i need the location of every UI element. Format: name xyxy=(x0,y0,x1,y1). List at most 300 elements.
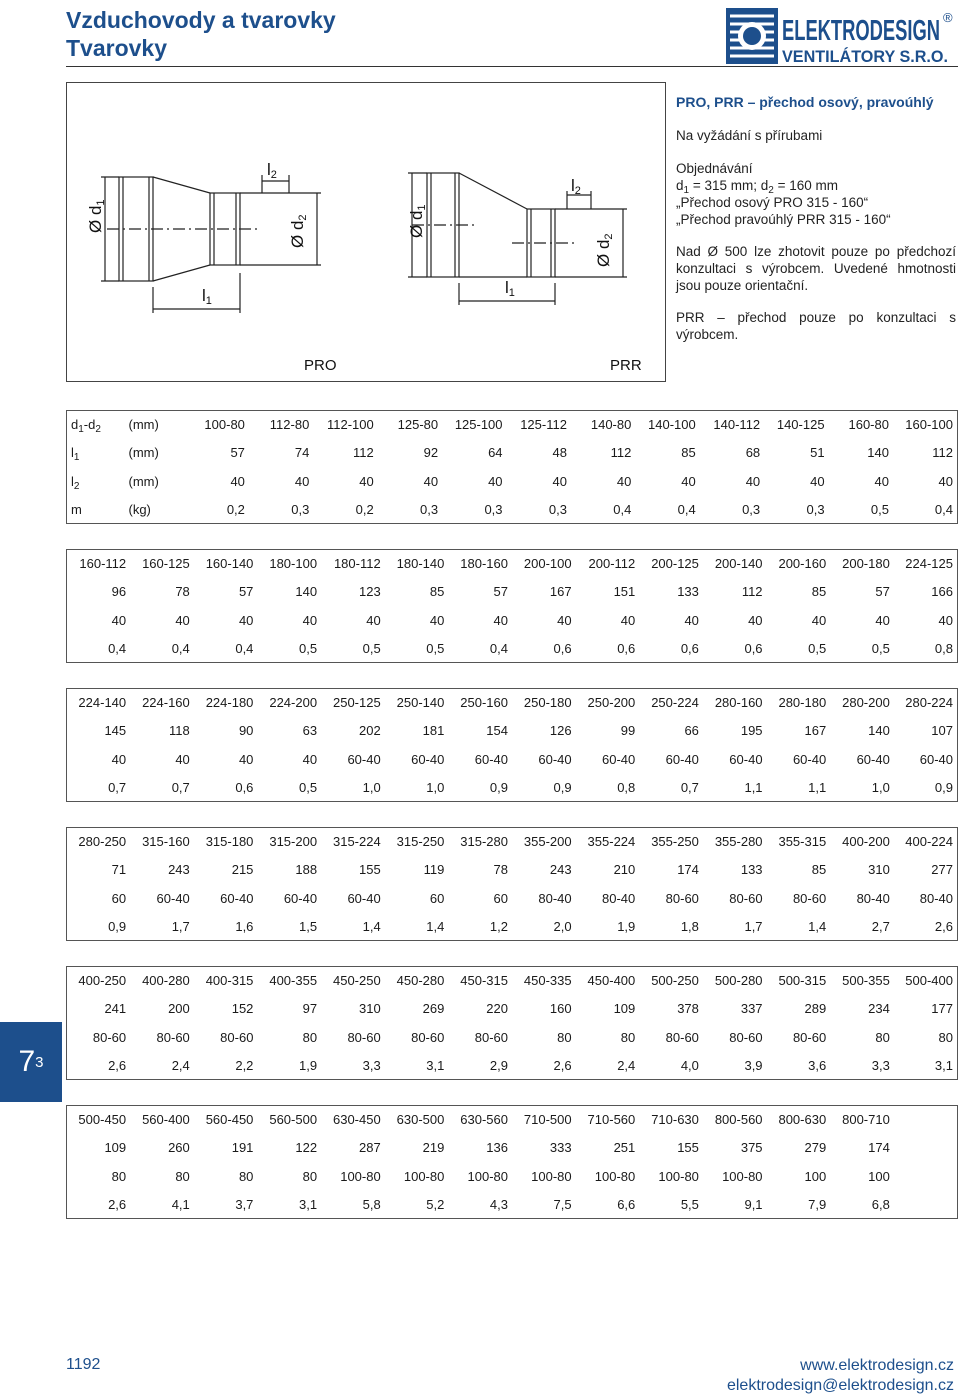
table-cell: 315-160 xyxy=(142,834,190,850)
table-cell: 234 xyxy=(868,1001,890,1017)
table-cell: 5,5 xyxy=(680,1196,699,1212)
table-cell: 112 xyxy=(932,445,953,461)
table-cell: 250-125 xyxy=(332,695,381,711)
table-cell: 4,3 xyxy=(489,1196,508,1212)
table-cell: 0,7 xyxy=(680,779,699,795)
table-cell: 140 xyxy=(868,723,890,739)
table-cell: 0,6 xyxy=(553,640,572,656)
table-cell: 9,1 xyxy=(744,1196,763,1212)
prr-drawing xyxy=(408,173,627,305)
table-cell: 280-250 xyxy=(78,834,127,850)
table-cell: 100-80 xyxy=(403,1168,445,1184)
table-cell: 80-40 xyxy=(538,890,572,906)
page-title xyxy=(66,6,336,62)
table-cell: 200-140 xyxy=(714,556,763,572)
table-cell: 224-125 xyxy=(905,556,953,572)
table-cell: 100-80 xyxy=(658,1168,699,1184)
table-cell: 191 xyxy=(231,1140,254,1156)
table-cell: 40 xyxy=(620,612,636,628)
table-cell xyxy=(894,1106,958,1134)
table-cell: 400-315 xyxy=(205,973,254,989)
table-row xyxy=(67,884,958,912)
table-cell: 3,6 xyxy=(808,1057,827,1073)
table-cell: 126 xyxy=(549,723,572,739)
table-cell: 80 xyxy=(938,1029,953,1045)
table-cell: 375 xyxy=(740,1140,763,1156)
website-link[interactable]: www.elektrodesign.cz xyxy=(800,1357,954,1374)
prr-d1-label: Ø d1 xyxy=(407,204,428,238)
table-cell: 40 xyxy=(748,612,763,628)
table-cell: 100-80 xyxy=(204,417,245,433)
table-cell: 60-40 xyxy=(729,751,763,767)
table-cell: 0,4 xyxy=(108,640,127,656)
table-cell: 100-80 xyxy=(467,1168,508,1184)
table-cell: 40 xyxy=(230,473,245,489)
table-cell: 80-60 xyxy=(347,1029,381,1045)
table-cell: 3,1 xyxy=(298,1196,318,1212)
footer-contacts xyxy=(727,1356,954,1396)
table-cell: 500-450 xyxy=(78,1112,127,1128)
table-cell: 109 xyxy=(104,1140,127,1156)
table-cell: 224-180 xyxy=(205,695,254,711)
table-cell: 378 xyxy=(677,1001,699,1017)
table-cell: 710-500 xyxy=(523,1112,572,1128)
table-row xyxy=(67,495,958,523)
table-cell: 355-280 xyxy=(714,834,763,850)
table-cell: 241 xyxy=(104,1001,127,1017)
table-cell: 64 xyxy=(488,445,503,461)
table-cell: 0,4 xyxy=(235,640,254,656)
elektrodesign-logo xyxy=(726,4,956,66)
table-row xyxy=(67,606,958,634)
table-cell: 250-200 xyxy=(587,695,636,711)
table-row xyxy=(67,967,958,995)
table-cell: 215 xyxy=(231,862,254,878)
table-cell: 160-80 xyxy=(848,417,889,433)
table-cell: 243 xyxy=(168,862,190,878)
table-cell: 710-560 xyxy=(587,1112,636,1128)
row-unit: (kg) xyxy=(128,501,151,517)
table-cell: 0,4 xyxy=(934,501,953,517)
table-cell: 0,9 xyxy=(108,918,127,934)
order-block xyxy=(676,160,956,228)
table-cell: 5,2 xyxy=(426,1196,445,1212)
logo-sub-text: VENTILÁTORY S.R.O. xyxy=(782,47,948,66)
table-cell: 71 xyxy=(111,862,127,878)
table-cell: 80-60 xyxy=(792,1029,827,1045)
table-cell: 200-160 xyxy=(778,556,827,572)
dimensions-table-2 xyxy=(66,549,958,663)
table-cell: 0,3 xyxy=(806,501,825,517)
table-cell: 40 xyxy=(423,473,439,489)
table-cell: 243 xyxy=(549,862,572,878)
table-cell: 66 xyxy=(684,723,699,739)
pro-caption: PRO xyxy=(304,357,337,374)
table-cell: 0,2 xyxy=(226,501,245,517)
table-cell: 160 xyxy=(549,1001,572,1017)
table-cell: 92 xyxy=(423,445,439,461)
table-cell: 0,3 xyxy=(484,501,503,517)
table-cell: 100 xyxy=(804,1168,827,1184)
table-cell: 80 xyxy=(302,1029,318,1045)
table-cell: 0,5 xyxy=(362,640,381,656)
row-label: $d_1-d_2$ xyxy=(71,417,101,436)
table-cell: 0,5 xyxy=(808,640,827,656)
table-row xyxy=(67,1162,958,1190)
table-cell: 280-180 xyxy=(778,695,827,711)
email-link[interactable]: elektrodesign@elektrodesign.cz xyxy=(726,1377,954,1394)
table-cell: 269 xyxy=(422,1001,445,1017)
table-cell: 80-60 xyxy=(665,1029,699,1045)
table-cell: 68 xyxy=(745,445,761,461)
table-cell: 560-500 xyxy=(269,1112,318,1128)
table-cell: 177 xyxy=(931,1001,953,1017)
table-cell: 123 xyxy=(359,584,381,600)
table-cell: 48 xyxy=(552,445,567,461)
table-row xyxy=(67,773,958,801)
table-cell: 1,0 xyxy=(426,779,445,795)
table-cell: 40 xyxy=(366,612,381,628)
table-cell: 5,8 xyxy=(362,1196,381,1212)
table-cell: 0,8 xyxy=(617,779,636,795)
table-cell: 0,8 xyxy=(934,640,953,656)
table-cell: 40 xyxy=(552,473,567,489)
table-cell: 188 xyxy=(295,862,318,878)
table-cell: 0,5 xyxy=(870,501,889,517)
table-cell: 250-140 xyxy=(396,695,445,711)
table-cell: 251 xyxy=(613,1140,636,1156)
table-cell: 1,9 xyxy=(298,1057,318,1073)
table-cell: 200-100 xyxy=(523,556,572,572)
table-row xyxy=(67,1051,958,1079)
table-cell: 136 xyxy=(486,1140,508,1156)
table-cell: 800-710 xyxy=(842,1112,890,1128)
table-cell: 224-200 xyxy=(269,695,318,711)
table-cell: 1,0 xyxy=(362,779,381,795)
table-cell: 112 xyxy=(741,584,763,600)
table-cell: 310 xyxy=(359,1001,381,1017)
table-cell: 57 xyxy=(230,445,245,461)
pro-l1-label: l1 xyxy=(202,286,212,307)
logo-main-text: ELEKTRODESIGN xyxy=(782,15,940,47)
title-line-1: Vzduchovody a tvarovky xyxy=(66,7,336,33)
pro-l2-label: l2 xyxy=(267,160,277,181)
table-cell: 57 xyxy=(875,584,890,600)
table-cell: 180-160 xyxy=(460,556,508,572)
table-cell: 85 xyxy=(811,584,827,600)
table-cell: 7,9 xyxy=(808,1196,827,1212)
table-cell: 107 xyxy=(931,723,953,739)
table-cell: 2,6 xyxy=(934,918,953,934)
table-row xyxy=(67,634,958,662)
table-cell: 40 xyxy=(938,473,953,489)
table-cell: 500-315 xyxy=(778,973,827,989)
table-cell: 310 xyxy=(868,862,890,878)
table-row xyxy=(67,1023,958,1051)
chapter-tab: 7 3 xyxy=(0,1022,62,1102)
table-cell: 151 xyxy=(613,584,636,600)
table-cell: 60-40 xyxy=(347,890,381,906)
table-row xyxy=(67,439,958,467)
table-cell: 51 xyxy=(810,445,825,461)
table-cell: 400-200 xyxy=(842,834,890,850)
table-cell: 0,6 xyxy=(617,640,636,656)
table-cell: 140 xyxy=(295,584,318,600)
prr-caption: PRR xyxy=(610,357,642,374)
table-cell: 96 xyxy=(111,584,127,600)
table-row xyxy=(67,467,958,495)
table-cell: 0,6 xyxy=(744,640,763,656)
title-line-2: Tvarovky xyxy=(66,35,168,61)
table-cell: 181 xyxy=(422,723,445,739)
table-cell: 277 xyxy=(931,862,953,878)
table-row xyxy=(67,1190,958,1218)
table-cell: 80 xyxy=(875,1029,890,1045)
table-cell: 2,0 xyxy=(553,918,572,934)
registered-mark: ® xyxy=(943,10,953,25)
table-cell: 60-40 xyxy=(665,751,699,767)
row-label: $l_1$ xyxy=(71,445,80,464)
table-cell: 630-450 xyxy=(332,1112,381,1128)
table-cell: 160-112 xyxy=(79,556,127,572)
table-cell: 40 xyxy=(557,612,572,628)
table-cell: 100-80 xyxy=(722,1168,763,1184)
table-row xyxy=(67,995,958,1023)
order-example-prr: „Přechod pravoúhlý PRR 315 - 160“ xyxy=(676,212,891,227)
table-cell: 40 xyxy=(488,473,503,489)
table-cell: 119 xyxy=(423,862,445,878)
table-cell: 60 xyxy=(493,890,508,906)
table-cell: 0,5 xyxy=(298,640,318,656)
table-cell: 337 xyxy=(740,1001,763,1017)
table-cell: 60-40 xyxy=(283,890,318,906)
table-cell: 80-60 xyxy=(156,1029,190,1045)
table-cell: 97 xyxy=(302,1001,318,1017)
table-cell: 100-80 xyxy=(340,1168,381,1184)
order-example-dims: $d_1 = 315$ mm; $d_2 = 160$ mm xyxy=(676,178,838,196)
table-cell: 40 xyxy=(938,612,953,628)
table-cell: 133 xyxy=(677,584,699,600)
table-cell: 85 xyxy=(429,584,445,600)
table-cell: 6,6 xyxy=(617,1196,636,1212)
table-cell: 125-80 xyxy=(397,417,439,433)
table-cell: 224-140 xyxy=(78,695,127,711)
table-cell: 1,9 xyxy=(617,918,636,934)
table-cell: 40 xyxy=(616,473,632,489)
table-cell: 4,0 xyxy=(680,1057,699,1073)
table-cell: 167 xyxy=(804,723,827,739)
table-cell: 2,4 xyxy=(171,1057,190,1073)
table-cell: 1,7 xyxy=(171,918,190,934)
table-cell: 140-125 xyxy=(776,417,825,433)
table-cell: 0,6 xyxy=(235,779,254,795)
table-cell: 90 xyxy=(238,723,254,739)
table-cell: 2,6 xyxy=(553,1057,572,1073)
table-cell: 250-160 xyxy=(460,695,508,711)
table-cell: 3,1 xyxy=(426,1057,445,1073)
table-cell: 1,5 xyxy=(298,918,318,934)
table-cell: 109 xyxy=(613,1001,636,1017)
table-cell: 78 xyxy=(493,862,508,878)
table-cell: 450-400 xyxy=(587,973,636,989)
table-cell: 3,1 xyxy=(934,1057,953,1073)
table-cell: 99 xyxy=(620,723,636,739)
table-cell: 500-280 xyxy=(714,973,763,989)
table-cell: 2,9 xyxy=(489,1057,508,1073)
table-cell: 1,4 xyxy=(362,918,381,934)
table-cell: 195 xyxy=(740,723,763,739)
table-cell: 250-180 xyxy=(523,695,572,711)
table-cell: 40 xyxy=(745,473,761,489)
table-cell: 280-200 xyxy=(842,695,890,711)
table-cell: 125-112 xyxy=(520,417,567,433)
table-row xyxy=(67,411,958,439)
table-cell: 80 xyxy=(557,1029,572,1045)
table-row xyxy=(67,717,958,745)
row-unit: (mm) xyxy=(128,417,159,433)
pro-d1-label: Ø d1 xyxy=(86,199,107,233)
table-cell: 630-500 xyxy=(396,1112,445,1128)
table-cell: 80-40 xyxy=(856,890,890,906)
table-cell: 200-112 xyxy=(588,556,636,572)
header-rule xyxy=(66,66,958,67)
table-cell: 174 xyxy=(677,862,699,878)
table-cell: 40 xyxy=(294,473,310,489)
table-cell: 80 xyxy=(302,1168,318,1184)
table-cell: 0,4 xyxy=(171,640,190,656)
table-cell: 450-250 xyxy=(332,973,381,989)
table-cell: 400-355 xyxy=(269,973,318,989)
table-cell: 0,6 xyxy=(680,640,699,656)
table-cell: 3,3 xyxy=(362,1057,381,1073)
table-cell: 80-60 xyxy=(729,890,763,906)
table-cell: 1,4 xyxy=(426,918,445,934)
table-cell: 60-40 xyxy=(411,751,445,767)
table-cell: 1,0 xyxy=(871,779,890,795)
table-cell: 80-60 xyxy=(729,1029,763,1045)
table-cell: 0,5 xyxy=(298,779,318,795)
table-cell: 0,2 xyxy=(355,501,374,517)
row-label: m xyxy=(71,501,82,517)
table-cell: 80-60 xyxy=(411,1029,445,1045)
table-cell: 80-40 xyxy=(919,890,953,906)
table-cell: 57 xyxy=(493,584,508,600)
table-cell: 118 xyxy=(169,723,190,739)
table-cell: 112 xyxy=(352,445,374,461)
table-cell: 2,2 xyxy=(235,1057,254,1073)
table-row xyxy=(67,912,958,940)
table-cell: 4,1 xyxy=(171,1196,190,1212)
dimensions-table-6 xyxy=(66,1105,958,1219)
table-cell: 0,5 xyxy=(871,640,890,656)
table-cell: 152 xyxy=(231,1001,254,1017)
table-cell: 80-60 xyxy=(665,890,699,906)
table-cell: 355-315 xyxy=(778,834,827,850)
table-cell: 1,7 xyxy=(744,918,763,934)
table-cell: 140 xyxy=(867,445,889,461)
prr-l1-label: l1 xyxy=(505,278,515,299)
table-cell: 450-280 xyxy=(396,973,445,989)
table-cell: 154 xyxy=(486,723,508,739)
table-cell: 1,1 xyxy=(808,779,827,795)
table-cell: 0,3 xyxy=(291,501,310,517)
table-cell: 40 xyxy=(684,612,699,628)
table-cell: 40 xyxy=(111,751,127,767)
table-cell: 180-112 xyxy=(333,556,381,572)
prr-note: PRR – přechod pouze po konzultaci s výrobcem. xyxy=(676,310,956,342)
table-cell: 1,1 xyxy=(744,779,763,795)
table-cell: 40 xyxy=(175,751,190,767)
table-cell: 560-400 xyxy=(142,1112,190,1128)
table-cell: 122 xyxy=(295,1140,318,1156)
table-cell: 0,3 xyxy=(742,501,761,517)
table-cell: 145 xyxy=(104,723,127,739)
table-cell: 112 xyxy=(610,445,632,461)
table-cell: 400-250 xyxy=(78,973,127,989)
table-cell: 0,7 xyxy=(108,779,127,795)
table-row xyxy=(67,745,958,773)
table-cell: 0,4 xyxy=(489,640,508,656)
table-cell: 180-140 xyxy=(396,556,445,572)
table-cell: 220 xyxy=(486,1001,508,1017)
table-cell: 200 xyxy=(168,1001,190,1017)
table-cell: 200-125 xyxy=(651,556,699,572)
table-cell: 210 xyxy=(613,862,636,878)
table-cell: 315-180 xyxy=(205,834,254,850)
table-cell: 0,9 xyxy=(553,779,572,795)
table-cell: 80 xyxy=(620,1029,636,1045)
dimensions-table-1 xyxy=(66,410,958,524)
table-cell: 2,7 xyxy=(871,918,890,934)
table-cell xyxy=(894,1134,958,1162)
table-cell: 80-60 xyxy=(474,1029,508,1045)
table-cell: 40 xyxy=(302,612,318,628)
table-cell: 166 xyxy=(931,584,953,600)
table-cell: 1,8 xyxy=(680,918,699,934)
prr-d2-label: Ø d2 xyxy=(594,233,615,267)
table-cell: 3,7 xyxy=(235,1196,254,1212)
table-cell: 287 xyxy=(359,1140,381,1156)
size-note: Nad Ø 500 lze zhotovit pouze po předchozí konzultaci s výrobcem. Uvedené hmotnosti jsou pouze orientační. xyxy=(676,244,956,293)
table-cell: 500-355 xyxy=(842,973,890,989)
table-cell: 202 xyxy=(359,723,381,739)
table-cell: 112-100 xyxy=(326,417,374,433)
dimensions-table-3 xyxy=(66,688,958,802)
table-cell: 1,6 xyxy=(235,918,254,934)
table-cell: 400-224 xyxy=(905,834,953,850)
table-cell: 200-180 xyxy=(842,556,890,572)
table-cell: 400-280 xyxy=(142,973,190,989)
table-cell: 500-400 xyxy=(905,973,953,989)
table-cell: 60-40 xyxy=(156,890,190,906)
table-row xyxy=(67,578,958,606)
table-row xyxy=(67,828,958,856)
order-example-pro: „Přechod osový PRO 315 - 160“ xyxy=(676,195,869,210)
table-cell: 40 xyxy=(681,473,696,489)
table-cell: 160-125 xyxy=(142,556,190,572)
table-cell: 133 xyxy=(740,862,763,878)
drawing-frame xyxy=(66,82,666,382)
table-cell: 1,2 xyxy=(489,918,508,934)
table-cell: 78 xyxy=(175,584,190,600)
table-cell: 260 xyxy=(168,1140,190,1156)
table-cell: 2,4 xyxy=(617,1057,636,1073)
table-cell: 80 xyxy=(175,1168,190,1184)
table-cell: 140-80 xyxy=(590,417,632,433)
table-cell: 40 xyxy=(302,751,318,767)
table-cell: 80-60 xyxy=(220,1029,254,1045)
table-cell: 100-80 xyxy=(594,1168,636,1184)
